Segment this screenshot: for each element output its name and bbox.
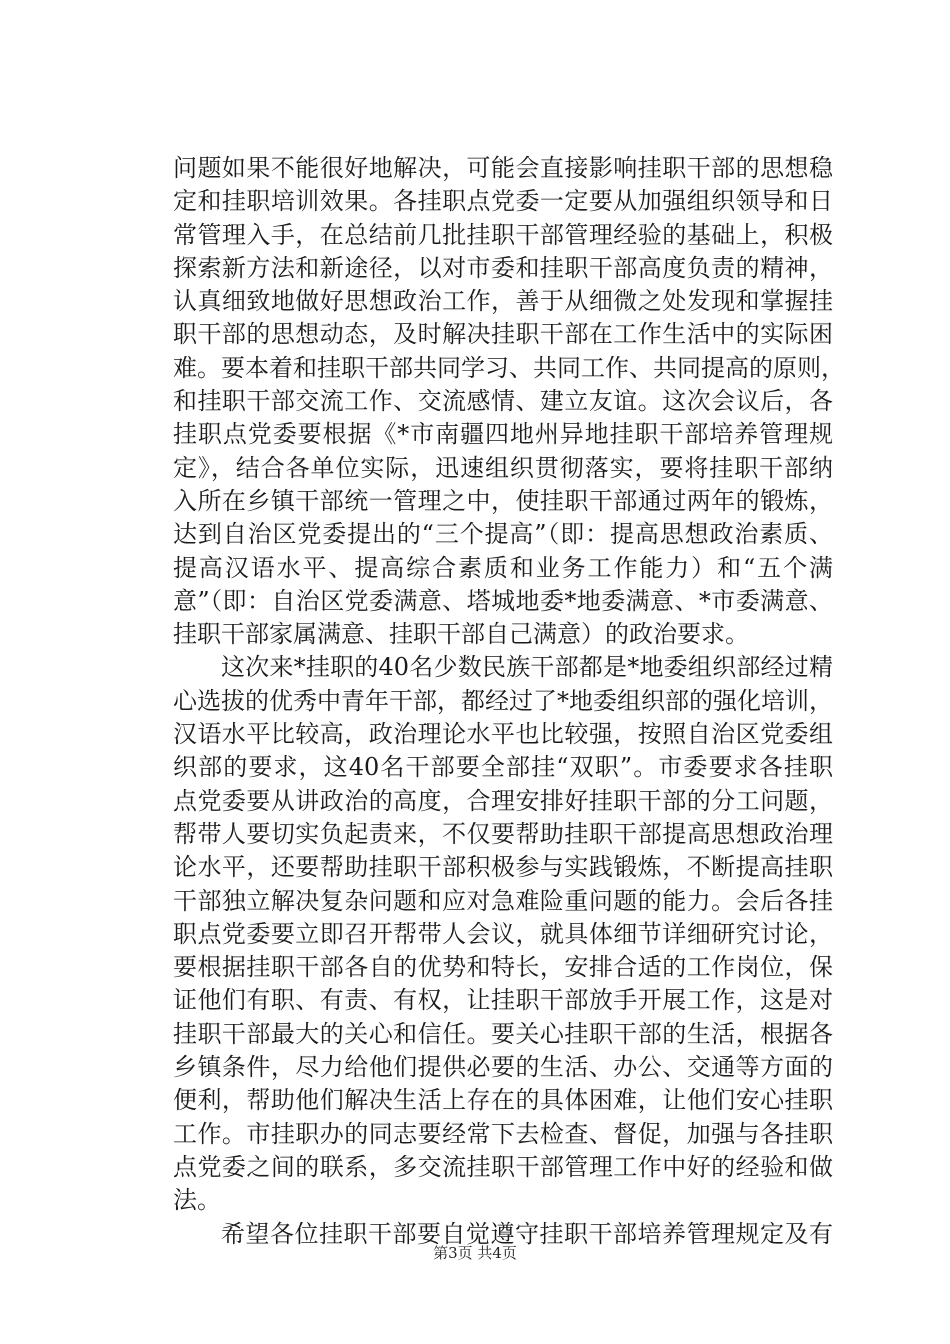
text-line: 挂职点党委要根据《*市南疆四地州异地挂职干部培养管理规 — [173, 420, 833, 449]
text-line: 探索新方法和新途径，以对市委和挂职干部高度负责的精神， — [173, 253, 833, 282]
text-line: 论水平，还要帮助挂职干部积极参与实践锻炼，不断提高挂职 — [173, 853, 833, 882]
text-line: 认真细致地做好思想政治工作，善于从细微之处发现和掌握挂 — [173, 287, 833, 316]
text-line: 难。要本着和挂职干部共同学习、共同工作、共同提高的原则， — [173, 353, 845, 382]
text-line: 便利，帮助他们解决生活上存在的具体困难，让他们安心挂职 — [173, 1086, 833, 1115]
text-line: 挂职干部家属满意、挂职干部自己满意）的政治要求。 — [173, 620, 749, 649]
text-line: 常管理入手，在总结前几批挂职干部管理经验的基础上，积极 — [173, 220, 833, 249]
text-line: 职点党委要立即召开帮带人会议，就具体细节详细研究讨论， — [173, 919, 833, 948]
text-line: 乡镇条件，尽力给他们提供必要的生活、办公、交通等方面的 — [173, 1053, 833, 1082]
text-line: 希望各位挂职干部要自觉遵守挂职干部培养管理规定及有 — [221, 1219, 833, 1248]
text-line: 汉语水平比较高，政治理论水平也比较强，按照自治区党委组 — [173, 720, 833, 749]
text-line: 这次来*挂职的40名少数民族干部都是*地委组织部经过精 — [221, 653, 833, 682]
text-line: 提高汉语水平、提高综合素质和业务工作能力）和“五个满 — [173, 553, 833, 582]
text-line: 点党委之间的联系，多交流挂职干部管理工作中好的经验和做 — [173, 1152, 833, 1181]
text-line: 法。 — [173, 1186, 221, 1215]
text-line: 职干部的思想动态，及时解决挂职干部在工作生活中的实际困 — [173, 320, 833, 349]
text-line: 证他们有职、有责、有权，让挂职干部放手开展工作，这是对 — [173, 986, 833, 1015]
document-body — [173, 152, 845, 1251]
text-line: 心选拔的优秀中青年干部，都经过了*地委组织部的强化培训， — [173, 686, 833, 715]
text-line: 问题如果不能很好地解决，可能会直接影响挂职干部的思想稳 — [173, 154, 833, 182]
text-line: 和挂职干部交流工作、交流感情、建立友谊。这次会议后，各 — [173, 387, 833, 416]
text-line: 帮带人要切实负起责来，不仅要帮助挂职干部提高思想政治理 — [173, 819, 833, 848]
text-line: 挂职干部最大的关心和信任。要关心挂职干部的生活，根据各 — [173, 1019, 833, 1048]
text-line: 定》，结合各单位实际，迅速组织贯彻落实，要将挂职干部纳 — [173, 453, 833, 482]
text-line: 干部独立解决复杂问题和应对急难险重问题的能力。会后各挂 — [173, 886, 833, 915]
text-line: 达到自治区党委提出的“三个提高”（即：提高思想政治素质、 — [173, 520, 833, 549]
text-line: 点党委要从讲政治的高度，合理安排好挂职干部的分工问题， — [173, 786, 833, 815]
text-line: 意”（即：自治区党委满意、塔城地委*地委满意、*市委满意、 — [173, 586, 833, 615]
text-line: 定和挂职培训效果。各挂职点党委一定要从加强组织领导和日 — [173, 187, 833, 216]
page-footer: 第3页 共4页 — [433, 1244, 517, 1262]
text-line: 织部的要求，这40名干部要全部挂“双职”。市委要求各挂职 — [173, 753, 833, 782]
text-line: 要根据挂职干部各自的优势和特长，安排合适的工作岗位，保 — [173, 953, 833, 982]
text-line: 入所在乡镇干部统一管理之中，使挂职干部通过两年的锻炼， — [173, 486, 833, 515]
text-line: 工作。市挂职办的同志要经常下去检查、督促，加强与各挂职 — [173, 1119, 833, 1148]
